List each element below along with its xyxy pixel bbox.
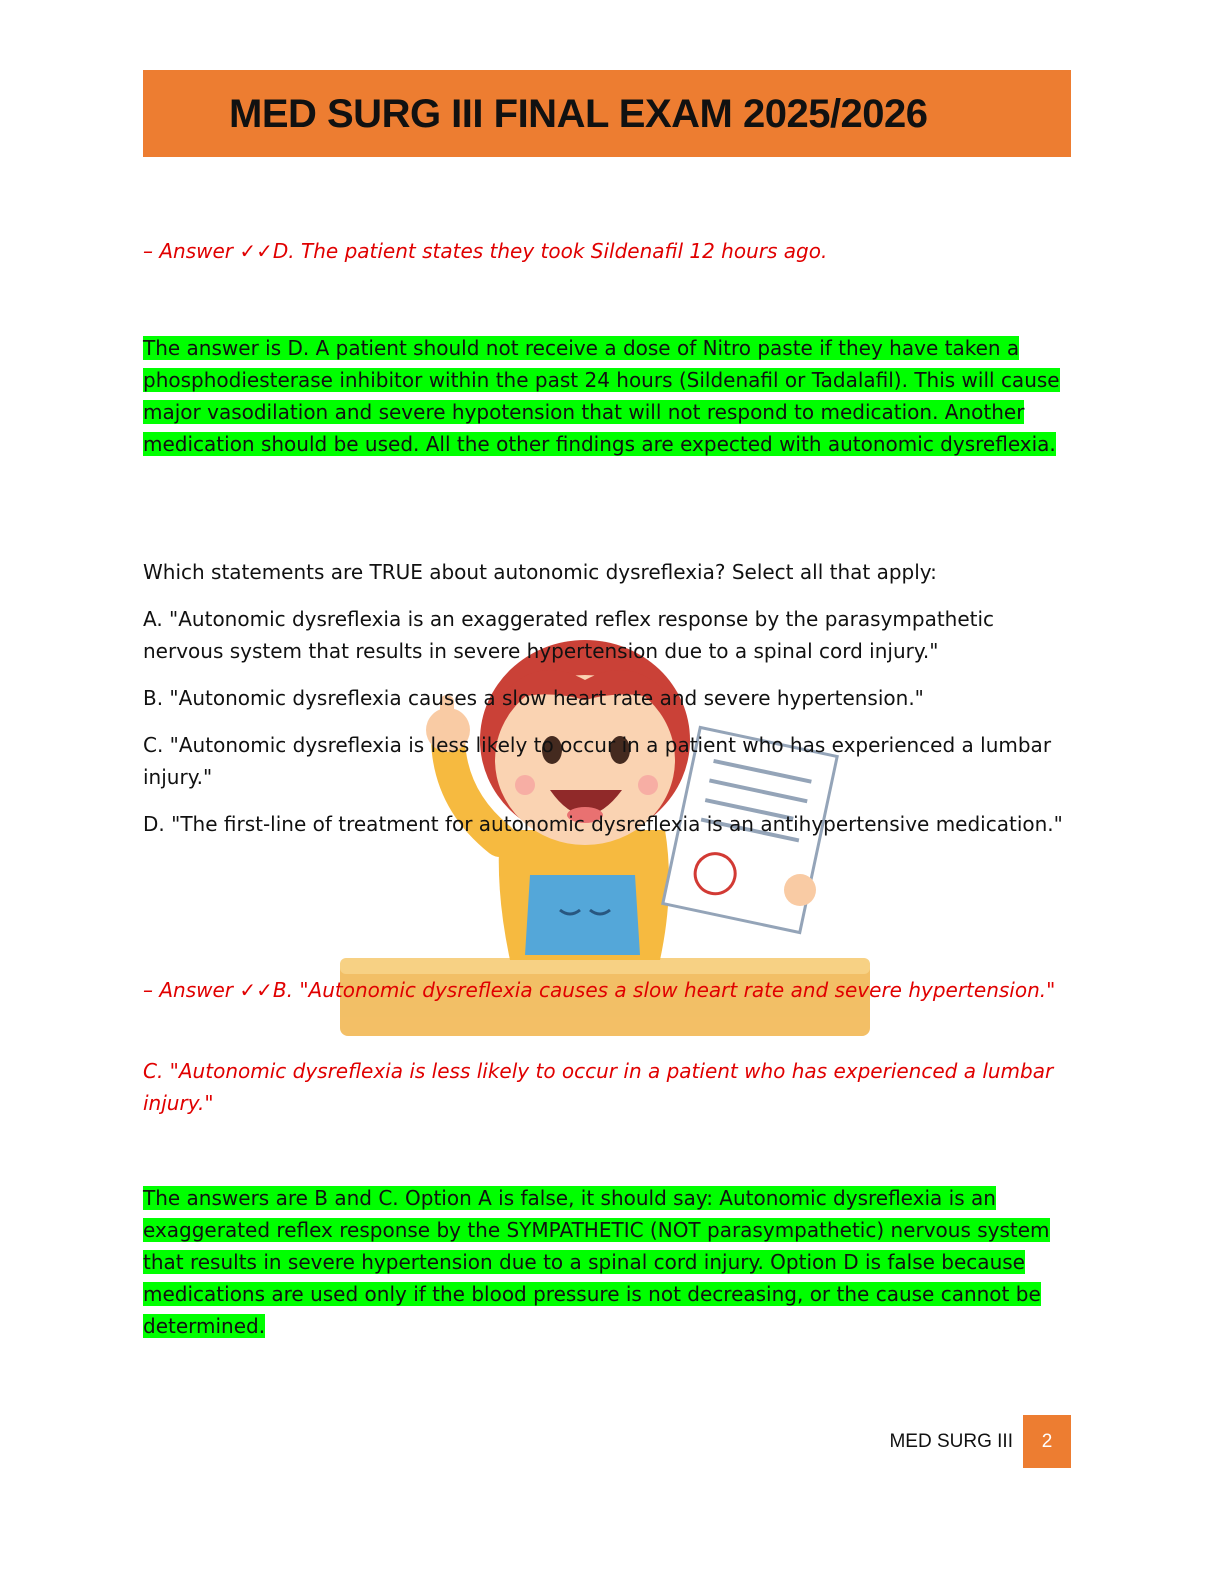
q2-answer-b: – Answer ✓✓B. "Autonomic dysreflexia causes a slow heart rate and severe hypertension." xyxy=(143,978,1056,1002)
q2-rationale xyxy=(143,1182,1073,1342)
q2-option-d: D. "The first-line of treatment for autonomic dysreflexia is an antihypertensive medication." xyxy=(143,812,1063,836)
q2-answer-c: C. "Autonomic dysreflexia is less likely to occur in a patient who has experienced a lumbar injury." xyxy=(143,1059,1054,1115)
q2-question: Which statements are TRUE about autonomic dysreflexia? Select all that apply: xyxy=(143,560,937,584)
page-number: 2 xyxy=(1023,1415,1071,1468)
q1-answer: – Answer ✓✓D. The patient states they took Sildenafil 12 hours ago. xyxy=(143,239,828,263)
page-footer xyxy=(889,1415,1071,1468)
q2-block xyxy=(143,556,1073,840)
footer-label: MED SURG III xyxy=(889,1430,1013,1452)
q1-rationale xyxy=(143,332,1073,460)
q2-option-c: C. "Autonomic dysreflexia is less likely to occur in a patient who has experienced a lumbar injury." xyxy=(143,733,1052,789)
q2-option-b: B. "Autonomic dysreflexia causes a slow heart rate and severe hypertension." xyxy=(143,686,924,710)
overalls-shape xyxy=(525,875,640,955)
q1-rationale-text: The answer is D. A patient should not receive a dose of Nitro paste if they have taken a phosphodiesterase inhibitor within the past 24 hours (Sildenafil or Tadalafil). This will cause major vasodilation and severe hypotension that will not respond to medication. Another medication should be used. All the other findings are expected with autonomic dysreflexia. xyxy=(143,336,1060,456)
q2-option-a: A. "Autonomic dysreflexia is an exaggerated reflex response by the parasympathetic nervous system that results in severe hypertension due to a spinal cord injury." xyxy=(143,607,995,663)
q2-rationale-text: The answers are B and C. Option A is false, it should say: Autonomic dysreflexia is an exaggerated reflex response by the SYMPATHETIC (NOT parasympathetic) nervous system that results in severe hypertension due to a spinal cord injury. Option D is false because medications are used only if the blood pressure is not decreasing, or the cause cannot be determined. xyxy=(143,1186,1050,1338)
page-title: MED SURG III FINAL EXAM 2025/2026 xyxy=(229,92,928,136)
header-bar xyxy=(143,70,1071,157)
